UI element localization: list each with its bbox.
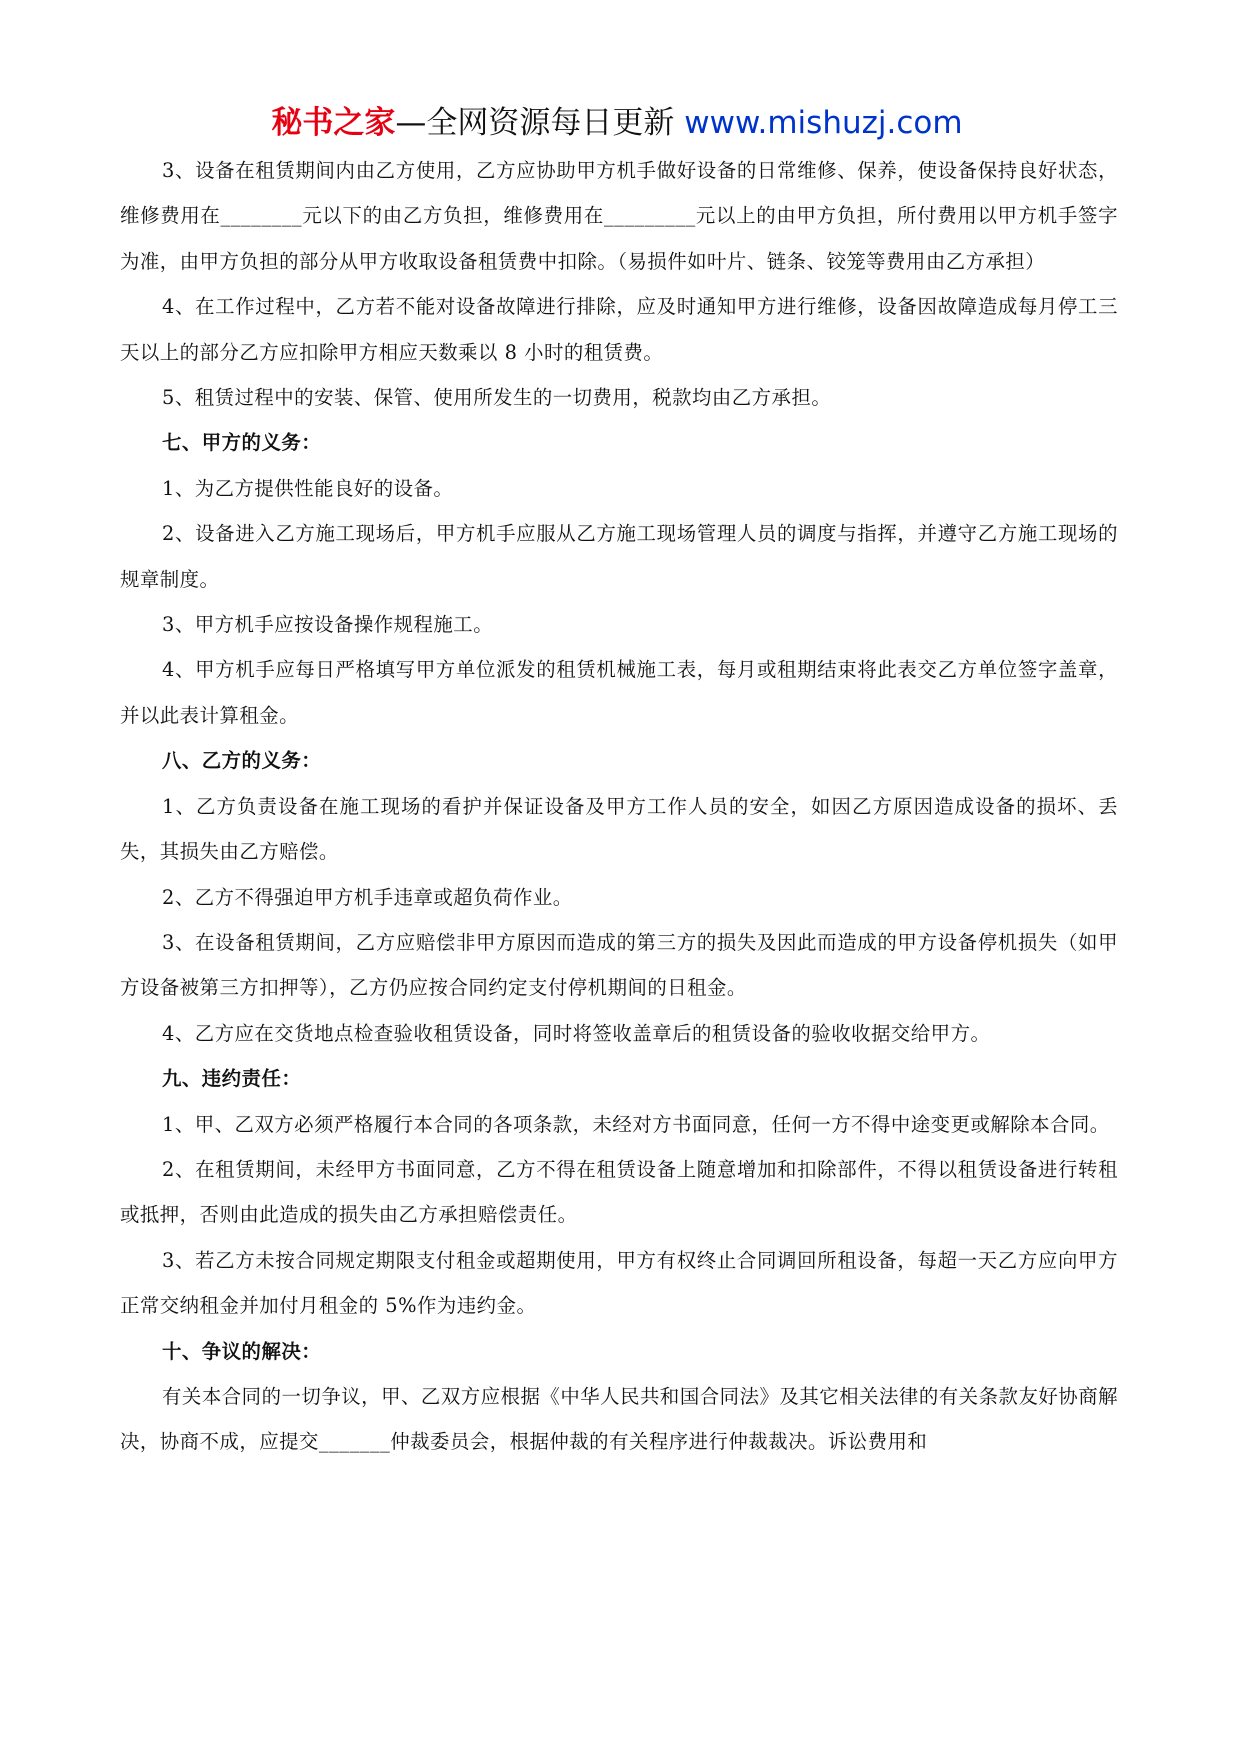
clause-paragraph: 1、甲、乙双方必须严格履行本合同的各项条款，未经对方书面同意，任何一方不得中途变更或解除本合同。 (162, 1112, 1110, 1136)
section-heading: 七、甲方的义务： (162, 431, 322, 455)
section-heading: 十、争议的解决： (162, 1339, 322, 1363)
clause-paragraph: 2、乙方不得强迫甲方机手违章或超负荷作业。 (162, 885, 573, 909)
clause-paragraph: 3、设备在租赁期间内由乙方使用，乙方应协助甲方机手做好设备的日常维修、保养，使设备保持良好状态，维修费用在________元以下的由乙方负担，维修费用在_________元以上的由甲方负担，所付费用以甲方机手签字为准，由甲方负担的部分从甲方收取设备租赁费中扣除。（易损件如叶片、链条、铰笼等费用由乙方承担） (120, 159, 1118, 273)
section-heading: 九、违约责任： (162, 1067, 302, 1091)
clause-paragraph: 4、甲方机手应每日严格填写甲方单位派发的租赁机械施工表，每月或租期结束将此表交乙方单位签字盖章，并以此表计算租金。 (120, 658, 1118, 727)
document-body (120, 148, 1118, 1465)
clause-paragraph: 2、在租赁期间，未经甲方书面同意，乙方不得在租赁设备上随意增加和扣除部件，不得以租赁设备进行转租或抵押，否则由此造成的损失由乙方承担赔偿责任。 (120, 1157, 1118, 1227)
clause-paragraph: 有关本合同的一切争议，甲、乙双方应根据《中华人民共和国合同法》及其它相关法律的有关条款友好协商解决，协商不成，应提交_______仲裁委员会，根据仲裁的有关程序进行仲裁裁决。诉讼费用和 (120, 1384, 1118, 1454)
clause-paragraph: 1、乙方负责设备在施工现场的看护并保证设备及甲方工作人员的安全，如因乙方原因造成设备的损坏、丢失，其损失由乙方赔偿。 (120, 794, 1118, 864)
clause-paragraph: 4、乙方应在交货地点检查验收租赁设备，同时将签收盖章后的租赁设备的验收收据交给甲方。 (162, 1021, 991, 1045)
header-site-url[interactable]: www.mishuzj.com (684, 105, 963, 141)
section-heading: 八、乙方的义务： (162, 749, 322, 773)
clause-paragraph: 3、若乙方未按合同规定期限支付租金或超期使用，甲方有权终止合同调回所租设备，每超一天乙方应向甲方正常交纳租金并加付月租金的 5%作为违约金。 (120, 1248, 1118, 1318)
header-brand: 秘书之家 (271, 105, 396, 141)
clause-paragraph: 5、租赁过程中的安装、保管、使用所发生的一切费用，税款均由乙方承担。 (162, 386, 832, 410)
clause-paragraph: 4、在工作过程中，乙方若不能对设备故障进行排除，应及时通知甲方进行维修，设备因故障造成每月停工三天以上的部分乙方应扣除甲方相应天数乘以 8 小时的租赁费。 (120, 295, 1118, 364)
clause-paragraph: 2、设备进入乙方施工现场后，甲方机手应服从乙方施工现场管理人员的调度与指挥，并遵守乙方施工现场的规章制度。 (120, 522, 1118, 591)
clause-paragraph: 3、在设备租赁期间，乙方应赔偿非甲方原因而造成的第三方的损失及因此而造成的甲方设备停机损失（如甲方设备被第三方扣押等），乙方仍应按合同约定支付停机期间的日租金。 (120, 930, 1118, 1000)
clause-paragraph: 3、甲方机手应按设备操作规程施工。 (162, 613, 494, 637)
site-header (0, 103, 1234, 143)
header-tagline: —全网资源每日更新 (395, 105, 685, 141)
clause-paragraph: 1、为乙方提供性能良好的设备。 (162, 476, 454, 500)
